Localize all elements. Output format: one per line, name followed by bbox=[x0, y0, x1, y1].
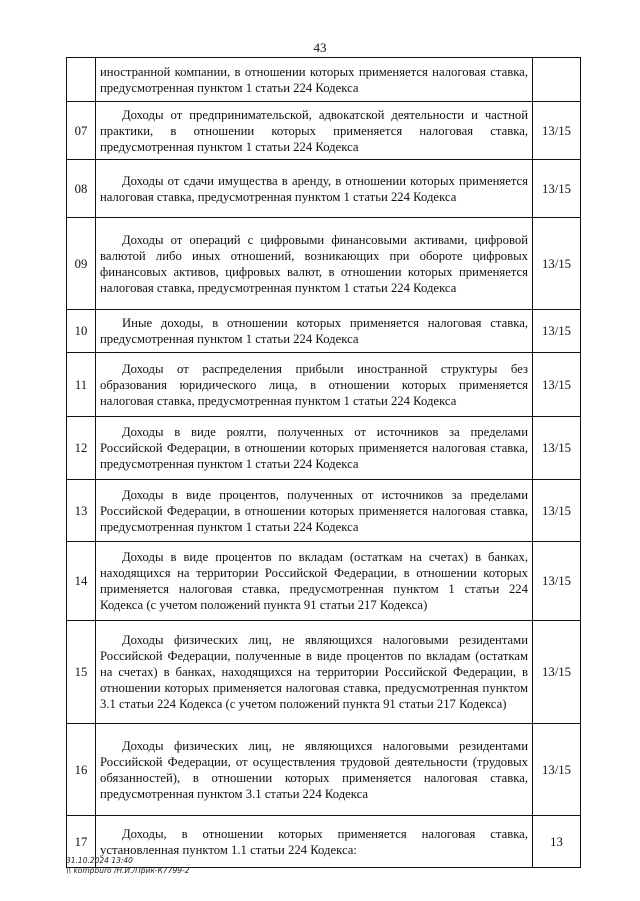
income-codes-table bbox=[66, 57, 581, 868]
row-description bbox=[96, 353, 533, 417]
row-description-text: Доходы, в отношении которых применяется налоговая ставка, установленная пунктом 1.1 статьи 224 Кодекса: bbox=[100, 826, 528, 857]
row-rate: 13/15 bbox=[533, 480, 581, 542]
row-description bbox=[96, 724, 533, 816]
row-description-text: Доходы от предпринимательской, адвокатской деятельности и частной практики, в отношении которых применяется налоговая ставка, предусмотренная пунктом 1 статьи 224 Кодекса bbox=[100, 107, 528, 154]
footer-timestamp: 31.10.2024 13:40 bbox=[66, 856, 133, 865]
row-number: 15 bbox=[67, 621, 96, 724]
table-row bbox=[67, 218, 581, 310]
page-number: 43 bbox=[313, 40, 327, 55]
table-row bbox=[67, 310, 581, 353]
table-row bbox=[67, 621, 581, 724]
row-description-text: Доходы физических лиц, не являющихся налоговыми резидентами Российской Федерации, от осуществления трудовой деятельности (трудовых обязанностей), в отношении которых применяется налоговая ставка, предусмотренная пунктом 3.1 статьи 224 Кодекса bbox=[100, 738, 528, 801]
row-number: 08 bbox=[67, 160, 96, 218]
table-row bbox=[67, 160, 581, 218]
row-description bbox=[96, 102, 533, 160]
table-row bbox=[67, 353, 581, 417]
row-rate: 13/15 bbox=[533, 102, 581, 160]
row-rate: 13 bbox=[533, 816, 581, 868]
row-number: 16 bbox=[67, 724, 96, 816]
row-number: 10 bbox=[67, 310, 96, 353]
row-rate bbox=[533, 58, 581, 102]
row-description bbox=[96, 621, 533, 724]
table-row bbox=[67, 542, 581, 621]
row-description bbox=[96, 160, 533, 218]
row-description-text: Иные доходы, в отношении которых применяется налоговая ставка, предусмотренная пунктом 1 статьи 224 Кодекса bbox=[100, 316, 528, 346]
row-number: 13 bbox=[67, 480, 96, 542]
row-rate: 13/15 bbox=[533, 542, 581, 621]
row-rate: 13/15 bbox=[533, 621, 581, 724]
footer-file-path: \\ kompburo /Н.И./Прик-К7799-2 bbox=[66, 866, 190, 875]
row-rate: 13/15 bbox=[533, 310, 581, 353]
row-description-text: Доходы от сдачи имущества в аренду, в отношении которых применяется налоговая ставка, предусмотренная пунктом 1 статьи 224 Кодекса bbox=[100, 173, 528, 204]
row-description bbox=[96, 480, 533, 542]
row-description bbox=[96, 58, 533, 102]
row-description bbox=[96, 417, 533, 480]
row-description-text: Доходы от распределения прибыли иностранной структуры без образования юридического лица, в отношении которых применяется налоговая ставка, предусмотренная пунктом 1 статьи 224 Кодекса bbox=[100, 361, 528, 408]
row-rate: 13/15 bbox=[533, 218, 581, 310]
table-row bbox=[67, 480, 581, 542]
row-description-text: Доходы от операций с цифровыми финансовыми активами, цифровой валютой либо иных отношений, возникающих при обороте цифровых финансовых активов, цифровых валют, в отношении которых применяется налоговая ставка, предусмотренная пунктом 1 статьи 224 Кодекса bbox=[100, 232, 528, 295]
row-description-text: Доходы физических лиц, не являющихся налоговыми резидентами Российской Федерации, полученные в виде процентов по вкладам (остаткам на счетах) в банках, находящихся на территории Российской Федерации, в отношении которых применяется налоговая ставка, предусмотренная пунктом 3.1 статьи 224 Кодекса (с учетом положений пункта 91 статьи 217 Кодекса) bbox=[100, 633, 528, 711]
row-description-text: Доходы в виде процентов по вкладам (остаткам на счетах) в банках, находящихся на территории Российской Федерации, в отношении которых применяется налоговая ставка, предусмотренная пунктом 1 статьи 224 Кодекса (с учетом положений пункта 91 статьи 217 Кодекса) bbox=[100, 550, 528, 612]
row-number: 14 bbox=[67, 542, 96, 621]
table-row bbox=[67, 102, 581, 160]
document-footer bbox=[66, 856, 189, 876]
row-description-text: Доходы в виде роялти, полученных от источников за пределами Российской Федерации, в отношении которых применяется налоговая ставка, предусмотренная пунктом 1 статьи 224 Кодекса bbox=[100, 425, 528, 471]
row-number: 17 bbox=[67, 816, 96, 868]
table-row bbox=[67, 417, 581, 480]
row-description bbox=[96, 218, 533, 310]
row-rate: 13/15 bbox=[533, 353, 581, 417]
row-number: 11 bbox=[67, 353, 96, 417]
row-rate: 13/15 bbox=[533, 724, 581, 816]
row-description-text: Доходы в виде процентов, полученных от источников за пределами Российской Федерации, в отношении которых применяется налоговая ставка, предусмотренная пунктом 1 статьи 224 Кодекса bbox=[100, 487, 528, 534]
row-number bbox=[67, 58, 96, 102]
row-description-text: иностранной компании, в отношении которых применяется налоговая ставка, предусмотренная пунктом 1 статьи 224 Кодекса bbox=[100, 64, 528, 95]
row-number: 09 bbox=[67, 218, 96, 310]
row-description bbox=[96, 310, 533, 353]
table-row bbox=[67, 58, 581, 102]
row-number: 07 bbox=[67, 102, 96, 160]
row-description bbox=[96, 542, 533, 621]
table-row bbox=[67, 724, 581, 816]
row-rate: 13/15 bbox=[533, 160, 581, 218]
row-rate: 13/15 bbox=[533, 417, 581, 480]
row-number: 12 bbox=[67, 417, 96, 480]
